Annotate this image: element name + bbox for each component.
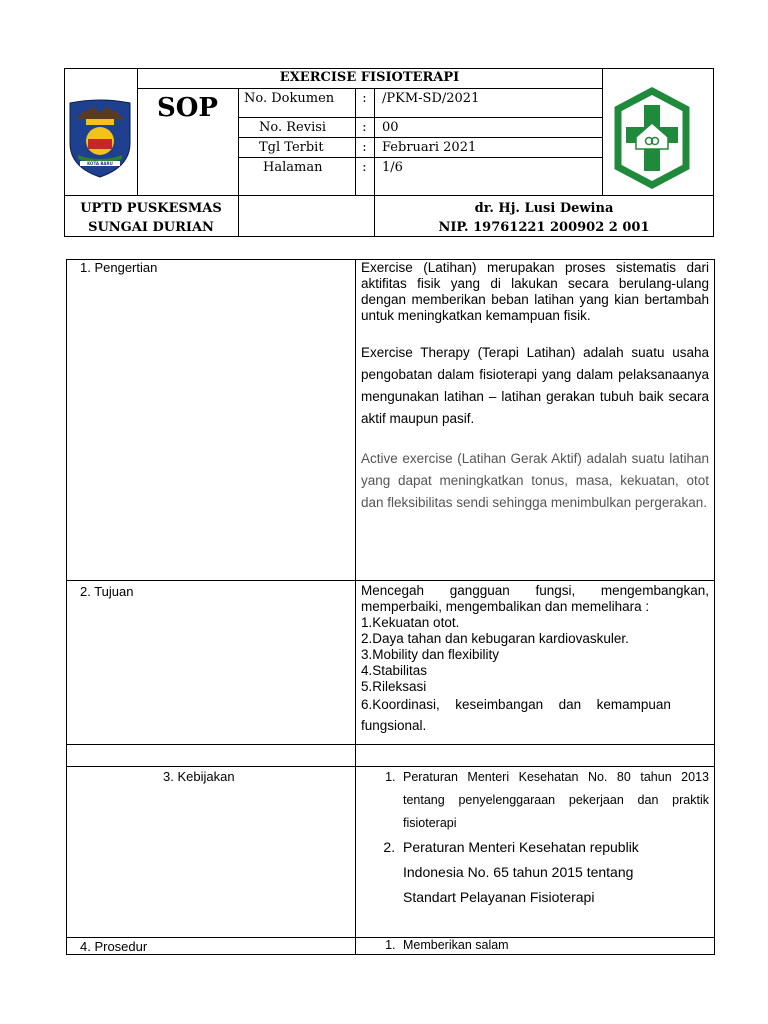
pengertian-content	[355, 259, 715, 514]
org-name-line2: SUNGAI DURIAN	[88, 220, 214, 235]
signer-block	[374, 199, 714, 237]
page-label: Halaman	[263, 160, 323, 175]
header-divider	[238, 117, 602, 118]
header-divider	[137, 88, 602, 89]
section-label-tujuan: 2. Tujuan	[80, 584, 134, 599]
header-divider	[238, 137, 602, 138]
sop-label: SOP	[157, 93, 218, 123]
document-title: EXERCISE FISIOTERAPI	[279, 70, 460, 85]
tujuan-intro: Mencegah gangguan fungsi, mengembangkan, memperbaiki, mengembalikan dan memelihara :	[361, 583, 709, 614]
prosedur-item: 1. Memberikan salam	[399, 937, 715, 953]
emblem-text: KOTA BARU	[87, 161, 113, 167]
page-sep: :	[362, 160, 367, 175]
section-label-prosedur: 4. Prosedur	[80, 939, 148, 954]
org-name	[64, 199, 238, 237]
row-divider	[66, 580, 715, 581]
page-value: 1/6	[382, 160, 403, 175]
prosedur-list	[355, 937, 715, 953]
tujuan-item: 4.Stabilitas	[361, 663, 428, 678]
revision-value: 00	[382, 120, 399, 135]
doc-number-label: No. Dokumen	[244, 91, 335, 106]
publish-date-label: Tgl Terbit	[259, 140, 324, 155]
tujuan-item: 6.Koordinasi, keseimbangan dan kemampuan	[361, 697, 671, 712]
tujuan-item-continued: fungsional.	[361, 718, 427, 733]
tujuan-content	[355, 583, 715, 737]
publish-date-sep: :	[362, 140, 367, 155]
org-name-line1: UPTD PUSKESMAS	[80, 201, 222, 216]
header-divider	[238, 157, 602, 158]
kebijakan-item: 1. Peraturan Menteri Kesehatan No. 80 tahun 2013 tentang penyelenggaraan pekerjaan dan praktik fisioterapi	[399, 766, 715, 835]
doc-number-sep: :	[362, 91, 367, 106]
row-divider	[66, 744, 715, 745]
section-label-kebijakan: 3. Kebijakan	[163, 769, 235, 784]
prosedur-content	[355, 937, 715, 953]
section-label-pengertian: 1. Pengertian	[80, 260, 158, 275]
header-divider	[64, 195, 714, 196]
tujuan-item: 3.Mobility dan flexibility	[361, 647, 500, 662]
tujuan-item: 2.Daya tahan dan kebugaran kardiovaskuler.	[361, 631, 629, 646]
signer-name: dr. Hj. Lusi Dewina	[474, 201, 614, 216]
kabupaten-emblem-icon	[66, 99, 134, 179]
header-divider	[602, 68, 603, 195]
kebijakan-content	[355, 766, 715, 910]
puskesmas-logo-icon	[612, 87, 692, 189]
tujuan-item: 5.Rileksasi	[361, 679, 427, 694]
revision-sep: :	[362, 120, 367, 135]
signer-nip: NIP. 19761221 200902 2 001	[438, 220, 650, 235]
pengertian-paragraph-1: Exercise (Latihan) merupakan proses sistematis dari aktifitas fisik yang di lakukan secara berulang-ulang dengan memberikan beban latihan yang kian bertambah untuk meningkatkan kemampuan fisik.	[361, 260, 709, 323]
kebijakan-list	[355, 766, 715, 910]
tujuan-item: 1.Kekuatan otot.	[361, 615, 460, 630]
revision-label: No. Revisi	[259, 120, 327, 135]
pengertian-paragraph-3: Active exercise (Latihan Gerak Aktif) adalah suatu latihan yang dapat meningkatkan tonus, masa, kekuatan, otot dan fleksibilitas sendi sehingga menimbulkan pergerakan.	[361, 451, 709, 510]
publish-date-value: Februari 2021	[382, 140, 477, 155]
header-divider	[238, 88, 239, 237]
pengertian-paragraph-2: Exercise Therapy (Terapi Latihan) adalah suatu usaha pengobatan dalam fisioterapi yang dalam pelaksanaanya mengunakan latihan – latihan gerakan tubuh baik secara aktif maupun pasif.	[361, 345, 709, 426]
kebijakan-item: 2. Peraturan Menteri Kesehatan republik Indonesia No. 65 tahun 2015 tentang Standart Pelayanan Fisioterapi	[399, 835, 715, 910]
doc-number-value: /PKM-SD/2021	[382, 91, 480, 106]
